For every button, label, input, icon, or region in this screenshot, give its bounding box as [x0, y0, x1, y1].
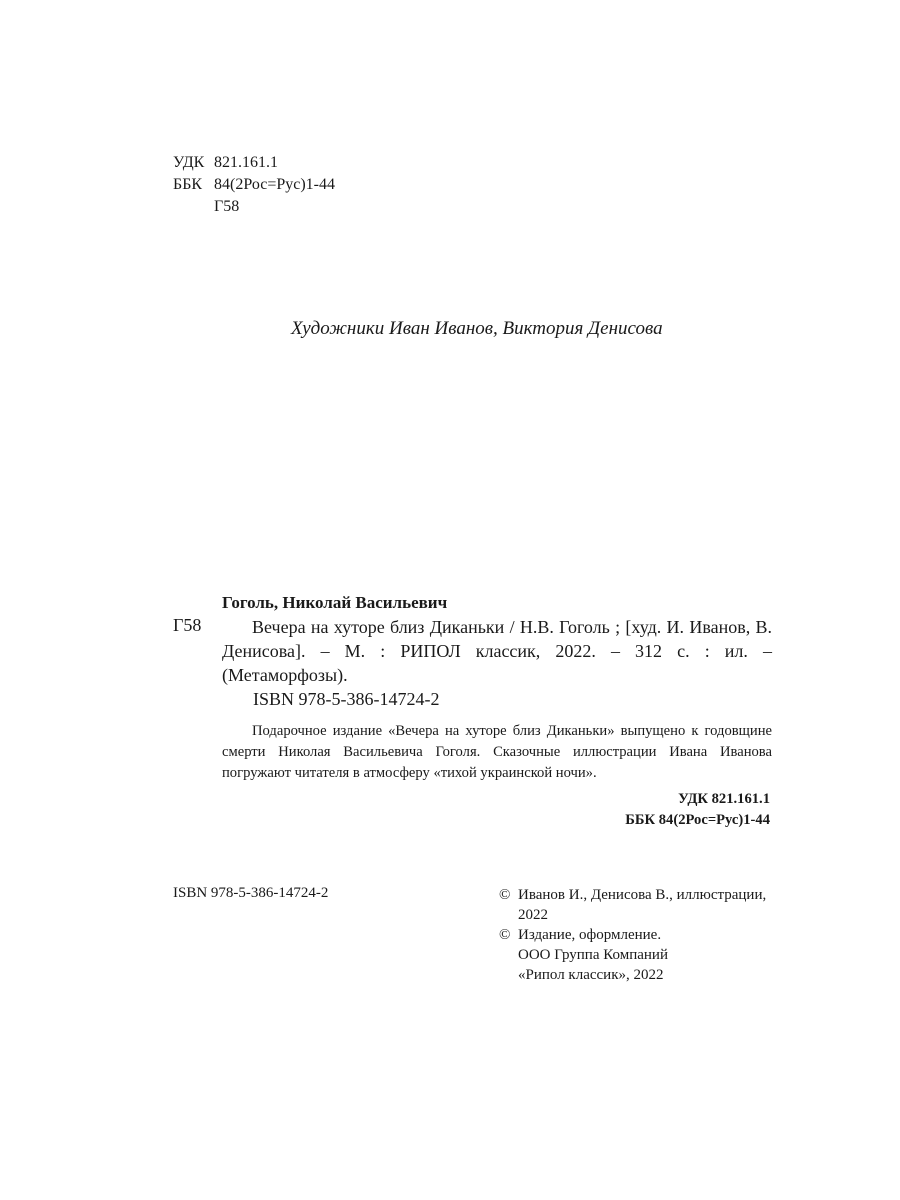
copyright-block: [499, 885, 779, 985]
bbk-value: 84(2Рос=Рус)1-44: [214, 176, 336, 193]
udk-row: [173, 152, 335, 174]
bbk-label: ББК: [173, 176, 203, 193]
copyright-sign: ©: [499, 887, 511, 903]
copyright-line: Издание, оформление.: [518, 927, 662, 943]
udk-label: УДК: [173, 154, 205, 171]
copyright-illustrations: [499, 885, 779, 925]
copyright-line: 2022: [518, 907, 548, 923]
author-heading: Гоголь, Николай Васильевич: [222, 593, 448, 612]
catalog-code: Г58: [173, 615, 202, 635]
copyright-sign: ©: [499, 927, 511, 943]
record-bbk: ББК 84(2Рос=Рус)1-44: [625, 812, 770, 828]
record-udk: УДК 821.161.1: [678, 791, 770, 807]
bbk-row: [173, 174, 335, 196]
author-mark: Г58: [214, 198, 240, 215]
author-mark-row: [173, 196, 335, 218]
copyright-line: Иванов И., Денисова В., иллюстрации,: [518, 887, 767, 903]
illustrators-credit: Художники Иван Иванов, Виктория Денисова: [291, 318, 663, 339]
record-classification: [625, 789, 770, 831]
classification-codes: [173, 152, 335, 218]
record-isbn: ISBN 978-5-386-14724-2: [253, 689, 440, 709]
copyright-publisher: [499, 925, 779, 985]
bibliographic-description: Вечера на хуторе близ Диканьки / Н.В. Гоголь ; [худ. И. Иванов, В. Денисова]. – М. : РИПОЛ классик, 2022. – 312 с. : ил. – (Метаморфозы).: [222, 617, 772, 685]
udk-value: 821.161.1: [214, 154, 278, 171]
bottom-isbn: ISBN 978-5-386-14724-2: [173, 885, 329, 901]
annotation: Подарочное издание «Вечера на хуторе близ Диканьки» выпущено к годовщине смерти Николая Васильевича Гоголя. Сказочные иллюстрации Ивана Иванова погружают читателя в атмосферу «тихой украинской ночи».: [222, 723, 772, 781]
copyright-line: ООО Группа Компаний: [518, 947, 668, 963]
copyright-line: «Рипол классик», 2022: [518, 967, 664, 983]
